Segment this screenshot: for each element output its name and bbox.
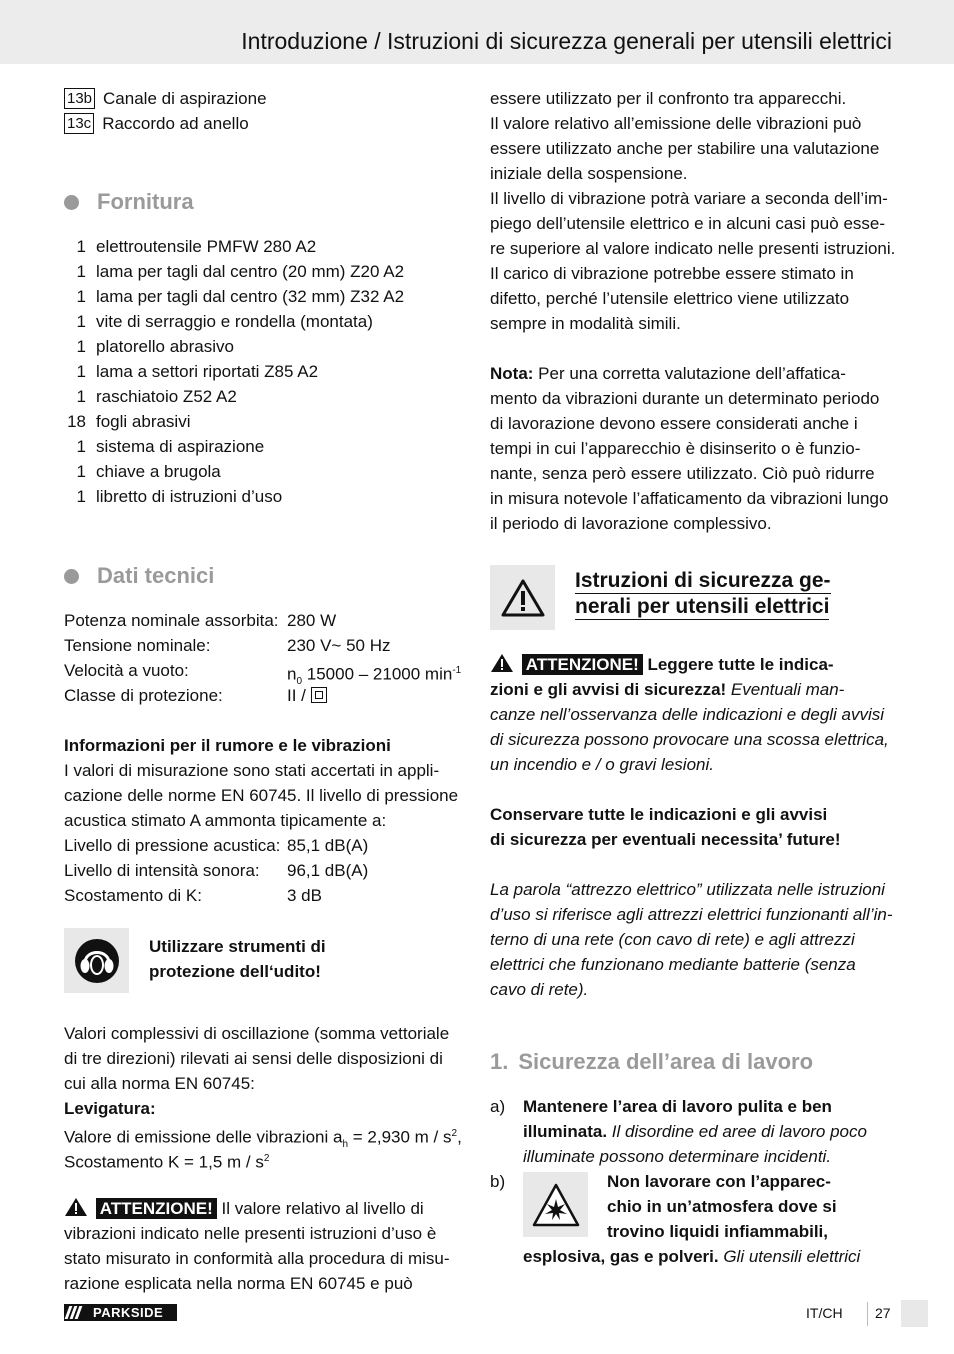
text-line: essere utilizzato anche per stabilire una valutazione — [490, 139, 880, 158]
text-line: di lavorazione devono essere considerati anche i — [490, 414, 858, 433]
text-line: di sicurezza possono provocare una scossa elettrica, — [490, 730, 889, 749]
list-item: 1 lama a settori riportati Z85 A2 — [76, 362, 319, 381]
left-column — [64, 86, 464, 1296]
spec-label: Velocità a vuoto: — [64, 661, 189, 680]
spec-label: Classe di protezione: — [64, 686, 223, 705]
text-line: d’uso si riferisce agli attrezzi elettrici funzionanti all’in- — [490, 905, 893, 924]
text-line: piego dell’utensile elettrico e in alcuni casi può esse- — [490, 214, 886, 233]
attention-line: ATTENZIONE! Il valore relativo al livello di — [64, 1196, 464, 1221]
fornitura-list — [64, 234, 464, 509]
noise-row — [64, 883, 464, 908]
page-title: Introduzione / Istruzioni di sicurezza generali per utensili elettrici — [241, 28, 892, 54]
list-item: 18 fogli abrasivi — [67, 412, 191, 431]
noise-value: 85,1 dB(A) — [287, 836, 369, 855]
part-ref-label: Canale di aspirazione — [103, 89, 267, 108]
rumore-heading: Informazioni per il rumore e le vibrazioni — [64, 736, 391, 755]
parkside-logo: PARKSIDE — [64, 1304, 177, 1321]
nota-text — [490, 386, 890, 536]
footer-divider — [867, 1302, 868, 1326]
nota-line: Nota: Per una corretta valutazione dell’affatica- — [490, 364, 846, 383]
warning-triangle-icon — [490, 565, 555, 630]
text-line: il periodo di lavorazione complessivo. — [490, 514, 772, 533]
noise-value: 3 dB — [287, 886, 322, 905]
safety-title: Istruzioni di sicurezza ge- nerali per utensili elettrici — [575, 569, 831, 618]
header-bar — [0, 0, 954, 64]
text-line: cui alla norma EN 60745: — [64, 1074, 255, 1093]
noise-label: Livello di pressione acustica: — [64, 836, 281, 855]
part-ref-box: 13b — [64, 88, 95, 109]
text-line: nante, senza però essere utilizzato. Ciò può ridurre — [490, 464, 875, 483]
list-item: 1 chiave a brugola — [76, 462, 221, 481]
spec-row — [64, 633, 464, 658]
part-ref-13c — [64, 111, 464, 136]
vibration-value-line: Valore di emissione delle vibrazioni $a_h = 2,930$ m / $s^2$, — [64, 1127, 462, 1151]
ear-protection-text: Utilizzare strumenti di protezione dell‘udito! — [149, 937, 326, 981]
noise-label: Livello di intensità sonora: — [64, 861, 260, 880]
text-line: essere utilizzato per il confronto tra apparecchi. — [490, 89, 847, 108]
noise-row — [64, 833, 464, 858]
ear-protection-icon — [64, 928, 129, 993]
protection-class-ii-icon — [311, 687, 327, 703]
text-line: mento da vibrazioni durante un determinato periodo — [490, 389, 880, 408]
text-line: La parola “attrezzo elettrico” utilizzata nelle istruzioni — [490, 880, 885, 899]
spec-value: 280 W — [287, 611, 337, 630]
bullet-icon — [64, 195, 79, 210]
text-line: Valori complessivi di oscillazione (somma vettoriale — [64, 1024, 450, 1043]
text-line: sempre in modalità simili. — [490, 314, 681, 333]
section-title-area: 1. Sicurezza dell’area di lavoro — [490, 1049, 814, 1074]
section-title-text: Fornitura — [97, 189, 194, 214]
text-line: elettrici che funzionano mediante batterie (senza — [490, 955, 856, 974]
part-ref-box: 13c — [64, 113, 94, 134]
levigatura-label: Levigatura: — [64, 1099, 156, 1118]
safety-title-block — [490, 565, 890, 630]
explosion-hazard-icon — [523, 1172, 588, 1237]
text-line: difetto, perché l’utensile elettrico viene utilizzato — [490, 289, 850, 308]
text-line: iniziale della sospensione. — [490, 164, 688, 183]
text-line: un incendio e / o gravi lesioni. — [490, 755, 714, 774]
list-item: 1 vite di serraggio e rondella (montata) — [76, 312, 373, 331]
text-line: re superiore al valore indicato nelle presenti istruzioni. — [490, 239, 896, 258]
text-line: Il valore relativo all’emissione delle vibrazioni può — [490, 114, 862, 133]
warning-triangle-icon — [490, 653, 514, 680]
text-line: di tre direzioni) rilevati ai sensi delle disposizioni di — [64, 1049, 443, 1068]
text-line: acustica stimato A ammonta tipicamente a: — [64, 811, 387, 830]
text-line: cazione delle norme EN 60745. Il livello di pressione — [64, 786, 459, 805]
spec-label: Potenza nominale assorbita: — [64, 611, 279, 630]
part-ref-13b — [64, 86, 464, 111]
list-item: 1 sistema di aspirazione — [76, 437, 265, 456]
text-line: tempi in cui l’apparecchio è disinserito o è funzio- — [490, 439, 861, 458]
list-item-a: a) Mantenere l’area di lavoro pulita e ben illuminata. Il disordine ed aree di lavoro poco illuminate possono determinare incidenti. — [490, 1097, 867, 1166]
footer-box — [901, 1300, 928, 1327]
scostamento-line: Scostamento K = 1,5 m / $s^2$ — [64, 1152, 270, 1172]
text-line: in misura notevole l’affaticamento da vibrazioni lungo — [490, 489, 889, 508]
list-item: 1 lama per tagli dal centro (20 mm) Z20 A2 — [76, 262, 405, 281]
ear-protection-notice — [64, 928, 464, 993]
list-item-b: b) Non lavorare con l’apparec- chio in un’atmosfera dove si trovino liquidi infiammabili, esplosiva, gas e polveri. Gli utensili elettrici — [490, 1172, 861, 1266]
spec-label: Tensione nominale: — [64, 636, 211, 655]
section-title-text: Dati tecnici — [97, 563, 215, 588]
text-line: di sicurezza per eventuali necessita’ future! — [490, 830, 841, 849]
noise-row — [64, 858, 464, 883]
vibration-text — [490, 86, 896, 336]
page-number: 27 — [875, 1305, 891, 1321]
warning-triangle-icon — [64, 1197, 88, 1224]
list-item: 1 raschiatoio Z52 A2 — [76, 387, 237, 406]
footer-language: IT/CH — [806, 1305, 843, 1321]
text-line: cavo di rete). — [490, 980, 589, 999]
list-item: 1 lama per tagli dal centro (32 mm) Z32 A2 — [76, 287, 405, 306]
list-item: 1 libretto di istruzioni d’uso — [76, 487, 283, 506]
spec-value: 230 V~ 50 Hz — [287, 636, 391, 655]
list-item: 1 platorello abrasivo — [76, 337, 234, 356]
text-line: terno di una rete (con cavo di rete) e agli attrezzi — [490, 930, 855, 949]
spec-row — [64, 608, 464, 633]
text-line: Il carico di vibrazione potrebbe essere stimato in — [490, 264, 854, 283]
spec-row — [64, 658, 464, 688]
text-line: vibrazioni indicato nelle presenti istruzioni d’uso è — [64, 1224, 437, 1243]
attention-line: ATTENZIONE! Leggere tutte le indica- — [490, 652, 890, 677]
noise-value: 96,1 dB(A) — [287, 861, 369, 880]
text-line: zioni e gli avvisi di sicurezza! Eventuali man- — [490, 680, 845, 699]
text-line: Conservare tutte le indicazioni e gli avvisi — [490, 805, 828, 824]
attention-badge: ATTENZIONE! — [522, 654, 643, 675]
attention-badge: ATTENZIONE! — [96, 1198, 217, 1219]
part-ref-label: Raccordo ad anello — [102, 114, 249, 133]
nota-label: Nota: — [490, 364, 534, 383]
section-title-fornitura — [64, 184, 464, 220]
noise-label: Scostamento di K: — [64, 886, 202, 905]
spec-value: II / — [287, 683, 327, 708]
section-title-dati — [64, 558, 464, 594]
right-column — [490, 86, 896, 1269]
text-line: I valori di misurazione sono stati accertati in appli- — [64, 761, 440, 780]
text-line: canze nell’osservanza delle indicazioni e degli avvisi — [490, 705, 885, 724]
bullet-icon — [64, 569, 79, 584]
spec-row — [64, 683, 464, 708]
text-line: stato misurato in conformità alla procedura di misu- — [64, 1249, 450, 1268]
text-line: Il livello di vibrazione potrà variare a seconda dell’im- — [490, 189, 888, 208]
list-item: 1 elettroutensile PMFW 280 A2 — [76, 237, 317, 256]
spec-value: $n_0$ 15000 – 21000 $\min^{-1}$ — [287, 664, 462, 688]
text-line: razione esplicata nella norma EN 60745 e può — [64, 1274, 413, 1293]
